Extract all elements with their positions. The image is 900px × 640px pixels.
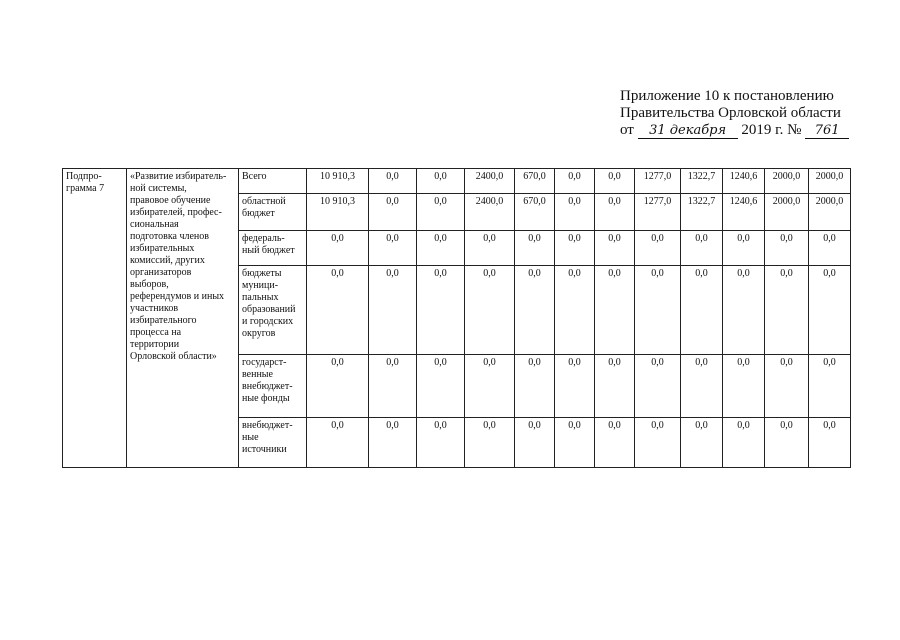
value-cell: 0,0 — [555, 231, 595, 266]
value-cell: 2400,0 — [465, 194, 515, 231]
value-cell: 1240,6 — [723, 169, 765, 194]
value-cell: 0,0 — [417, 418, 465, 468]
value-cell: 0,0 — [515, 231, 555, 266]
value-cell: 0,0 — [681, 266, 723, 355]
value-cell: 0,0 — [595, 266, 635, 355]
value-cell: 0,0 — [417, 231, 465, 266]
value-cell: 0,0 — [595, 418, 635, 468]
heading-line-2: Правительства Орловской области — [620, 105, 841, 121]
heading-line-3 — [620, 122, 890, 139]
value-cell: 2000,0 — [765, 169, 809, 194]
funding-source-cell: Всего — [239, 169, 307, 194]
handwritten-date: 31 декабря — [638, 124, 738, 139]
value-cell: 0,0 — [723, 418, 765, 468]
value-cell: 0,0 — [809, 418, 851, 468]
value-cell: 0,0 — [635, 355, 681, 418]
value-cell: 1322,7 — [681, 194, 723, 231]
heading-line-1: Приложение 10 к постановлению — [620, 88, 834, 104]
value-cell: 0,0 — [595, 231, 635, 266]
value-cell: 0,0 — [765, 231, 809, 266]
value-cell: 0,0 — [515, 355, 555, 418]
value-cell: 0,0 — [681, 355, 723, 418]
value-cell: 0,0 — [307, 355, 369, 418]
funding-source-cell: областной бюджет — [239, 194, 307, 231]
value-cell: 0,0 — [515, 418, 555, 468]
value-cell: 1240,6 — [723, 194, 765, 231]
value-cell: 0,0 — [555, 169, 595, 194]
value-cell: 0,0 — [417, 194, 465, 231]
value-cell: 0,0 — [307, 231, 369, 266]
value-cell: 0,0 — [765, 355, 809, 418]
value-cell: 0,0 — [555, 266, 595, 355]
value-cell: 0,0 — [465, 266, 515, 355]
value-cell: 0,0 — [369, 266, 417, 355]
value-cell: 0,0 — [465, 418, 515, 468]
funding-source-cell: бюджеты муници- пальных образований и городских округов — [239, 266, 307, 355]
value-cell: 0,0 — [765, 418, 809, 468]
funding-source-cell: государст- венные внебюджет- ные фонды — [239, 355, 307, 418]
value-cell: 0,0 — [809, 355, 851, 418]
value-cell: 0,0 — [723, 231, 765, 266]
value-cell: 670,0 — [515, 169, 555, 194]
value-cell: 0,0 — [417, 355, 465, 418]
subprogram-title-cell: «Развитие избиратель- ной системы, правовое обучение избирателей, профес- сиональная подготовка членов избирательных комиссий, других организаторов выборов, референдумов и иных участников избирательного процесса на территории Орловской области» — [127, 169, 239, 468]
value-cell: 2000,0 — [809, 169, 851, 194]
value-cell: 0,0 — [635, 418, 681, 468]
value-cell: 0,0 — [765, 266, 809, 355]
value-cell: 0,0 — [595, 355, 635, 418]
value-cell: 0,0 — [809, 231, 851, 266]
document-heading — [620, 88, 890, 139]
value-cell: 0,0 — [369, 418, 417, 468]
heading-year: 2019 г. № — [741, 122, 802, 138]
value-cell: 0,0 — [417, 169, 465, 194]
heading-from: от — [620, 122, 634, 138]
value-cell: 0,0 — [809, 266, 851, 355]
value-cell: 0,0 — [515, 266, 555, 355]
value-cell: 0,0 — [369, 194, 417, 231]
value-cell: 0,0 — [555, 418, 595, 468]
value-cell: 0,0 — [465, 355, 515, 418]
value-cell: 0,0 — [465, 231, 515, 266]
value-cell: 0,0 — [723, 355, 765, 418]
value-cell: 0,0 — [635, 231, 681, 266]
value-cell: 670,0 — [515, 194, 555, 231]
table-row — [63, 169, 851, 194]
value-cell: 0,0 — [595, 169, 635, 194]
value-cell: 0,0 — [369, 355, 417, 418]
funding-table — [62, 168, 851, 468]
value-cell: 1322,7 — [681, 169, 723, 194]
value-cell: 0,0 — [417, 266, 465, 355]
handwritten-number: 761 — [805, 124, 849, 139]
value-cell: 0,0 — [681, 418, 723, 468]
funding-source-cell: федераль- ный бюджет — [239, 231, 307, 266]
value-cell: 10 910,3 — [307, 169, 369, 194]
value-cell: 0,0 — [307, 266, 369, 355]
value-cell: 1277,0 — [635, 169, 681, 194]
subprogram-cell: Подпро- грамма 7 — [63, 169, 127, 468]
value-cell: 10 910,3 — [307, 194, 369, 231]
funding-source-cell: внебюджет- ные источники — [239, 418, 307, 468]
value-cell: 2000,0 — [765, 194, 809, 231]
value-cell: 0,0 — [369, 231, 417, 266]
value-cell: 0,0 — [555, 355, 595, 418]
value-cell: 2400,0 — [465, 169, 515, 194]
value-cell: 0,0 — [307, 418, 369, 468]
value-cell: 1277,0 — [635, 194, 681, 231]
value-cell: 0,0 — [635, 266, 681, 355]
value-cell: 0,0 — [555, 194, 595, 231]
value-cell: 2000,0 — [809, 194, 851, 231]
value-cell: 0,0 — [681, 231, 723, 266]
value-cell: 0,0 — [369, 169, 417, 194]
value-cell: 0,0 — [595, 194, 635, 231]
value-cell: 0,0 — [723, 266, 765, 355]
